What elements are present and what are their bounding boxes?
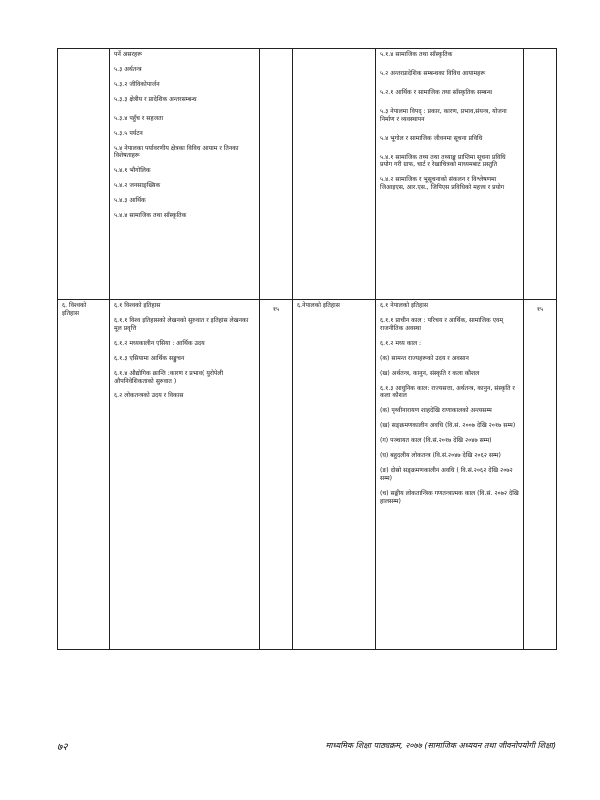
grade10-hours-cell — [524, 300, 557, 650]
list-item: ५.४.२ सामाजिक र भूसूचनाको संकलन र विश्लेषणमा जिआइएस, आर.एस., जिपिएस प्रविधिको महत्त्व र प्रयोग — [380, 176, 505, 192]
hours-value: १५ — [536, 306, 544, 313]
list-item: ५.४.४ सामाजिक तथा साँस्कृतिक — [114, 212, 187, 220]
grade10-content-cell — [376, 49, 524, 300]
list-item: (क) सामन्त राज्यहरूको उदय र अवसान — [380, 354, 469, 362]
list-item: ६.१.३ आधुनिक काल: राज्यसत्ता, अर्थतन्त्र, कानुन, संस्कृति र कला कौशल — [380, 384, 515, 400]
area-cell — [58, 49, 110, 300]
list-item: (ख) अर्थतन्त्र, कानुन, संस्कृति र कला कौशल — [380, 369, 480, 377]
list-item: (ख) सङ्क्रमणकालीन अवधि (वि.सं. २००७ देखि २०१७ सम्म) — [380, 422, 516, 430]
list-item: (घ) बहुदलीय लोकतन्त्र (वि.सं.२०४७ देखि २०६२ सम्म) — [380, 452, 501, 460]
list-item: (क) पृथ्वीनारायण शाहदेखि राणाकालको अन्त्यसम्म — [380, 407, 492, 415]
grade10-area-cell — [293, 49, 376, 300]
grade10-area-cell — [293, 300, 376, 650]
list-item: ६.१ विश्वको इतिहास — [114, 302, 161, 309]
list-item: ५.३ अर्थतन्त्र — [114, 65, 142, 73]
list-item: ५.३ नेपालमा विपद् : प्रकार, कारण, प्रभाव,संयन्त्र, योजना निर्माण र व्यवस्थापन — [380, 107, 507, 123]
list-item: ५.३.४ पहुँच र सहजता — [114, 114, 164, 122]
table-row — [58, 300, 557, 650]
list-item: ५.४.३ आर्थिक — [114, 197, 146, 205]
list-item: ६.१.४ औद्योगिक क्रान्ति :कारण र प्रभाव( युरोपेली औपनिवेशिकताको सुरुवात ) — [114, 369, 224, 385]
list-item: पर्ने असरहरू — [114, 51, 143, 58]
list-item: ६.१.१ प्राचीन काल : परिचय र आर्थिक, सामाजिक एवम् राजनीतिक अवस्था — [380, 316, 504, 332]
list-item: ५.२.१ आर्थिक र सामाजिक तथा साँस्कृतिक सम्बन्ध — [380, 88, 493, 96]
grade9-hours-cell — [260, 300, 293, 650]
page-number: ७२ — [57, 742, 68, 753]
curriculum-table — [57, 48, 557, 650]
list-item: ५.३.२ जीविकोपार्जन — [114, 80, 160, 88]
grade9-content-cell — [110, 49, 260, 300]
grade9-content-cell — [110, 300, 260, 650]
list-item: (च) सङ्घीय लोकतान्त्रिक गणतन्त्रात्मक काल (वि.सं. २०७२ देखि हालसम्म) — [380, 489, 519, 505]
table-row — [58, 49, 557, 300]
list-item: ५.३.५ पर्यटन — [114, 129, 143, 137]
list-item: ६.१.३ एसियामा आर्थिक सङ्कुचन — [114, 354, 185, 362]
list-item: ५.१.४ सामाजिक तथा साँस्कृतिक — [380, 51, 453, 58]
grade10-content-cell — [376, 300, 524, 650]
hours-value: १५ — [272, 306, 280, 313]
footer-title: माध्यमिक शिक्षा पाठ्यक्रम, २०७७ (सामाजिक अध्ययन तथा जीवनोपयोगी शिक्षा) — [325, 741, 556, 750]
list-item: (ग) पञ्चायत काल (वि.सं.२०१७ देखि २०४७ सम्म) — [380, 437, 492, 445]
list-item: ५.४ नेपालका पर्यावरणीय क्षेत्रका विविध आयाम र तिनका विशेषताहरू — [114, 144, 239, 160]
list-item: ६.१ नेपालको इतिहास — [380, 302, 428, 309]
area-label: ६.नेपालको इतिहास — [297, 302, 340, 309]
list-item: ५.४.१ भौगोलिक — [114, 167, 151, 175]
area-label: ६. विश्वको इतिहास — [62, 302, 87, 317]
list-item: ६.१.२ मध्य काल : — [380, 339, 422, 347]
list-item: ५.३.३ क्षेत्रीय र प्रादेशिक अन्तरसम्बन्ध — [114, 95, 197, 103]
list-item: ६.१.२ मध्यकालीन एसिया : आर्थिक उदय — [114, 339, 205, 347]
grade10-hours-cell — [524, 49, 557, 300]
list-item: ५.४ भूगोल र सामाजिक जीवनमा सूचना प्रविधि — [380, 134, 483, 142]
list-item: ५.२ अन्तरप्रादेशिक सम्बन्धका विविध आयामहरू — [380, 69, 486, 77]
grade9-hours-cell — [260, 49, 293, 300]
list-item: ६.२ लोकतन्त्रको उदय र विकास — [114, 392, 184, 400]
area-cell — [58, 300, 110, 650]
list-item: (ङ) दोस्रो सङ्क्रमणकालीन अवधि ( वि.सं.२०६२ देखि २०७२ सम्म) — [380, 467, 513, 482]
list-item: ६.१.१ विश्व इतिहासको लेखनको सुरुवात र इतिहास लेखनका मूल प्रवृत्ति — [114, 316, 249, 332]
list-item: ५.४.२ जनसाङ्ख्यिक — [114, 182, 161, 190]
list-item: ५.४.१ सामाजिक तथ्य तथा तथ्याङ्क प्राप्तिमा सूचना प्रविधि प्रयोग गरी ग्राफ, चार्ट र रेखाचित्रको माध्यमबाट प्रस्तुति — [380, 153, 506, 169]
